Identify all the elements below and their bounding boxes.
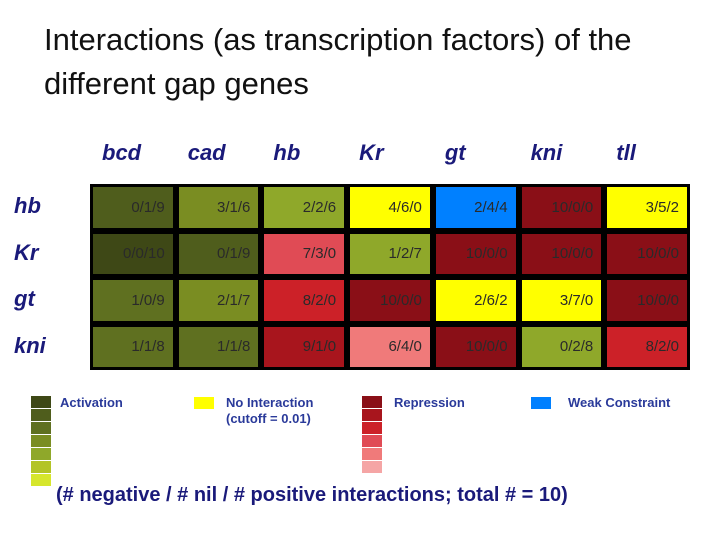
repression-legend-label: Repression — [394, 395, 465, 410]
activation-swatch-3 — [31, 435, 51, 447]
activation-swatch-5 — [31, 461, 51, 473]
row-header-hb: hb — [14, 193, 41, 219]
activation-legend-swatches — [31, 396, 51, 487]
heatmap-cell-hb-gt: 2/4/4 — [433, 184, 519, 231]
heatmap-cell-hb-tll: 3/5/2 — [604, 184, 690, 231]
heatmap-cell-hb-hb: 2/2/6 — [261, 184, 347, 231]
heatmap-cell-kni-bcd: 1/1/8 — [90, 324, 176, 371]
slide-title: Interactions (as transcription factors) of the different gap genes — [44, 22, 632, 101]
heatmap-cell-kr-kr: 1/2/7 — [347, 231, 433, 278]
heatmap-cell-gt-bcd: 1/0/9 — [90, 277, 176, 324]
column-header-kni: kni — [530, 140, 563, 165]
repression-swatch-0 — [362, 396, 382, 408]
heatmap-cell-kni-gt: 10/0/0 — [433, 324, 519, 371]
heatmap-cell-hb-kr: 4/6/0 — [347, 184, 433, 231]
repression-swatch-1 — [362, 409, 382, 421]
heatmap-cell-gt-kni: 3/7/0 — [519, 277, 605, 324]
heatmap-cell-kr-kni: 10/0/0 — [519, 231, 605, 278]
weak-constraint-legend-label: Weak Constraint — [568, 395, 671, 410]
column-header-bcd: bcd — [102, 140, 142, 165]
heatmap-cell-hb-cad: 3/1/6 — [176, 184, 262, 231]
no-interaction-swatch — [194, 397, 214, 409]
activation-swatch-4 — [31, 448, 51, 460]
repression-swatch-4 — [362, 448, 382, 460]
repression-swatch-5 — [362, 461, 382, 473]
heatmap-cell-gt-tll: 10/0/0 — [604, 277, 690, 324]
activation-swatch-0 — [31, 396, 51, 408]
heatmap-cell-gt-kr: 10/0/0 — [347, 277, 433, 324]
heatmap-cell-gt-hb: 8/2/0 — [261, 277, 347, 324]
heatmap-cell-kr-hb: 7/3/0 — [261, 231, 347, 278]
interaction-heatmap — [90, 184, 690, 370]
row-header-gt: gt — [14, 286, 35, 312]
no-interaction-legend-label: No Interaction — [226, 395, 314, 410]
weak-constraint-swatch — [531, 397, 551, 409]
activation-swatch-1 — [31, 409, 51, 421]
row-header-kr: Kr — [14, 239, 39, 265]
repression-swatch-2 — [362, 422, 382, 434]
heatmap-cell-hb-bcd: 0/1/9 — [90, 184, 176, 231]
heatmap-cell-kni-kr: 6/4/0 — [347, 324, 433, 371]
heatmap-cell-gt-gt: 2/6/2 — [433, 277, 519, 324]
heatmap-cell-kni-hb: 9/1/0 — [261, 324, 347, 371]
column-header-tll: tll — [616, 140, 636, 165]
heatmap-cell-kr-gt: 10/0/0 — [433, 231, 519, 278]
repression-swatch-3 — [362, 435, 382, 447]
column-header-cad: cad — [187, 140, 226, 165]
heatmap-cell-gt-cad: 2/1/7 — [176, 277, 262, 324]
column-header-kr: Kr — [359, 140, 384, 165]
heatmap-cell-hb-kni: 10/0/0 — [519, 184, 605, 231]
heatmap-cell-kni-tll: 8/2/0 — [604, 324, 690, 371]
heatmap-cell-kr-tll: 10/0/0 — [604, 231, 690, 278]
heatmap-cell-kni-kni: 0/2/8 — [519, 324, 605, 371]
activation-legend-label: Activation — [60, 395, 123, 410]
heatmap-cell-kr-cad: 0/1/9 — [176, 231, 262, 278]
column-header-gt: gt — [444, 140, 466, 165]
row-header-kni: kni — [14, 332, 46, 358]
column-header-hb: hb — [273, 140, 301, 165]
activation-swatch-6 — [31, 474, 51, 486]
no-interaction-cutoff-label: (cutoff = 0.01) — [226, 411, 311, 426]
repression-legend-swatches — [362, 396, 382, 474]
activation-swatch-2 — [31, 422, 51, 434]
footer-note: (# negative / # nil / # positive interactions; total # = 10) — [56, 484, 568, 506]
heatmap-cell-kr-bcd: 0/0/10 — [90, 231, 176, 278]
heatmap-cell-kni-cad: 1/1/8 — [176, 324, 262, 371]
